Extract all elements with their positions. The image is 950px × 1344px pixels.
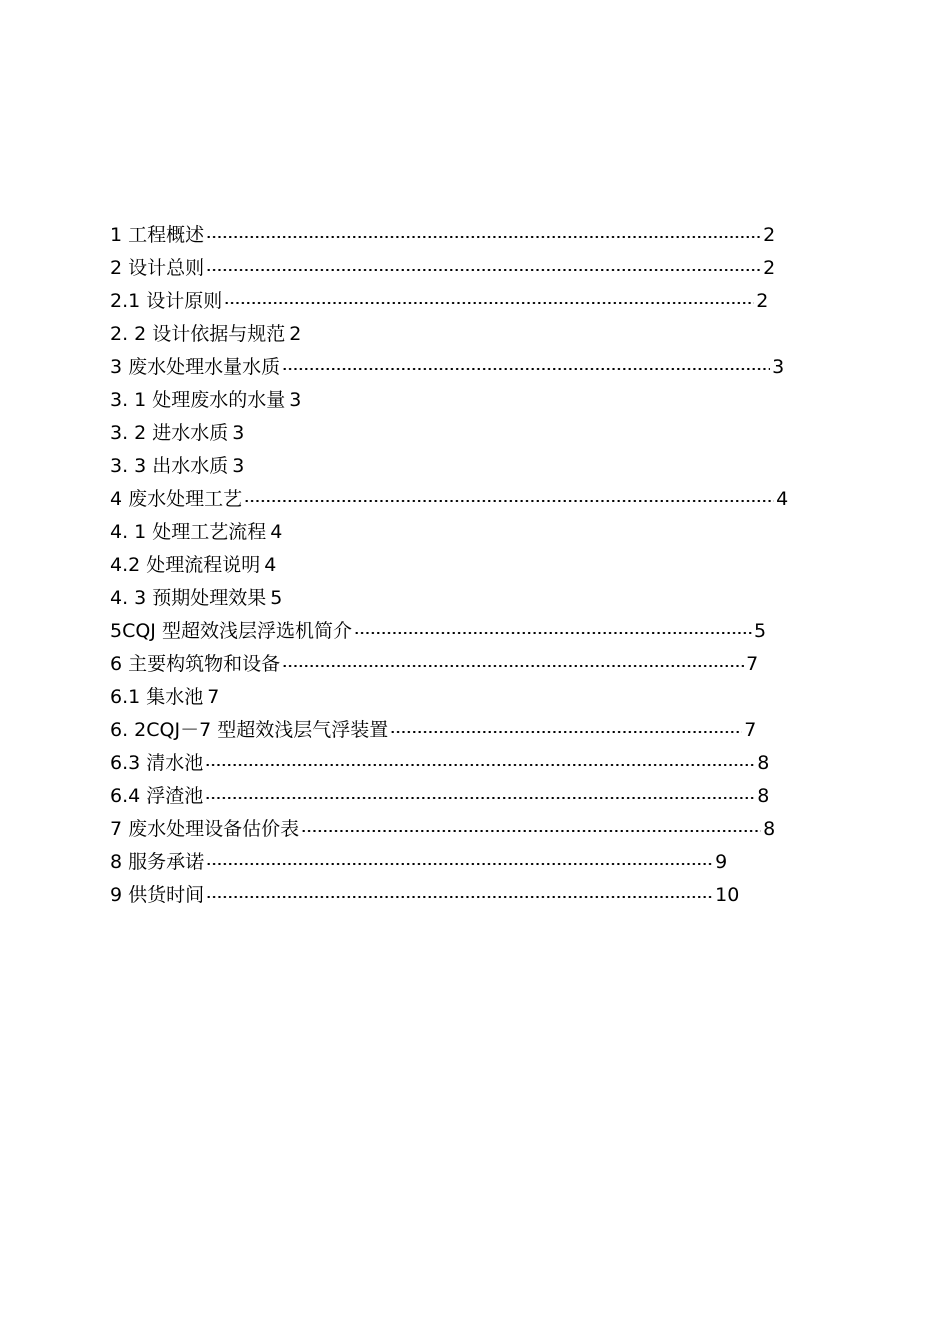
toc-entry-page: 7 — [746, 653, 759, 675]
dot-leader — [390, 731, 742, 733]
toc-entry-page: 3 — [772, 356, 785, 378]
toc-entry-4-2[interactable] — [110, 549, 830, 582]
dot-leader — [244, 500, 774, 502]
toc-entry-title: 6.1 集水池 — [110, 686, 204, 708]
toc-entry-title: 2.1 设计原则 — [110, 290, 223, 312]
toc-entry-title: 6.3 清水池 — [110, 752, 204, 774]
toc-entry-page: 2 — [756, 290, 769, 312]
toc-entry-page: 2 — [763, 257, 776, 279]
toc-entry-4-3[interactable] — [110, 582, 830, 615]
toc-entry-4-1[interactable] — [110, 516, 830, 549]
toc-entry-page: 2 — [763, 224, 776, 246]
dot-leader — [282, 665, 744, 667]
toc-entry-3[interactable] — [110, 351, 830, 384]
toc-entry-1[interactable] — [110, 219, 830, 252]
toc-entry-title: 2 设计总则 — [110, 257, 205, 279]
toc-entry-title: 3. 2 进水水质 — [110, 422, 229, 444]
toc-entry-6-3[interactable] — [110, 747, 830, 780]
toc-entry-title: 6. 2CQJ－7 型超效浅层气浮装置 — [110, 719, 389, 741]
toc-entry-page: 9 — [715, 851, 728, 873]
toc-entry-3-1[interactable] — [110, 384, 830, 417]
toc-entry-title: 3. 3 出水水质 — [110, 455, 229, 477]
toc-entry-7[interactable] — [110, 813, 830, 846]
toc-entry-page: 7 — [744, 719, 757, 741]
dot-leader — [206, 269, 761, 271]
toc-entry-page: 8 — [757, 752, 770, 774]
toc-entry-2-1[interactable] — [110, 285, 830, 318]
toc-entry-title: 5CQJ 型超效浅层浮选机简介 — [110, 620, 352, 642]
toc-entry-title: 1 工程概述 — [110, 224, 205, 246]
dot-leader — [205, 764, 755, 766]
toc-entry-title: 6.4 浮渣池 — [110, 785, 204, 807]
toc-entry-5[interactable] — [110, 615, 830, 648]
toc-entry-title: 9 供货时间 — [110, 884, 205, 906]
dot-leader — [301, 830, 761, 832]
toc-entry-3-2[interactable] — [110, 417, 830, 450]
toc-entry-title: 4. 3 预期处理效果 — [110, 587, 267, 609]
toc-entry-6-4[interactable] — [110, 780, 830, 813]
toc-entry-title: 4.2 处理流程说明 — [110, 554, 261, 576]
dot-leader — [224, 302, 754, 304]
toc-entry-page: 3 — [232, 422, 245, 444]
toc-entry-title: 4. 1 处理工艺流程 — [110, 521, 267, 543]
toc-entry-title: 3. 1 处理废水的水量 — [110, 389, 286, 411]
toc-entry-2-2[interactable] — [110, 318, 830, 351]
dot-leader — [206, 896, 713, 898]
table-of-contents — [110, 219, 830, 912]
toc-entry-page: 8 — [757, 785, 770, 807]
toc-entry-title: 8 服务承诺 — [110, 851, 205, 873]
dot-leader — [354, 632, 752, 634]
toc-entry-page: 3 — [289, 389, 302, 411]
toc-entry-title: 4 废水处理工艺 — [110, 488, 243, 510]
dot-leader — [206, 863, 713, 865]
toc-entry-6[interactable] — [110, 648, 830, 681]
toc-entry-page: 4 — [264, 554, 277, 576]
toc-entry-4[interactable] — [110, 483, 830, 516]
toc-entry-8[interactable] — [110, 846, 830, 879]
toc-entry-page: 7 — [207, 686, 220, 708]
toc-entry-9[interactable] — [110, 879, 830, 912]
toc-entry-6-1[interactable] — [110, 681, 830, 714]
toc-entry-page: 8 — [763, 818, 776, 840]
toc-entry-6-2[interactable] — [110, 714, 830, 747]
toc-entry-title: 2. 2 设计依据与规范 — [110, 323, 286, 345]
toc-entry-page: 2 — [289, 323, 302, 345]
dot-leader — [205, 797, 755, 799]
toc-entry-page: 4 — [270, 521, 283, 543]
toc-entry-3-3[interactable] — [110, 450, 830, 483]
dot-leader — [206, 236, 761, 238]
toc-entry-page: 4 — [776, 488, 789, 510]
toc-entry-page: 3 — [232, 455, 245, 477]
toc-entry-page: 5 — [270, 587, 283, 609]
toc-entry-page: 5 — [753, 620, 767, 642]
toc-entry-2[interactable] — [110, 252, 830, 285]
toc-entry-title: 3 废水处理水量水质 — [110, 356, 281, 378]
dot-leader — [282, 368, 770, 370]
toc-entry-page: 10 — [715, 884, 740, 906]
toc-entry-title: 7 废水处理设备估价表 — [110, 818, 300, 840]
toc-entry-title: 6 主要构筑物和设备 — [110, 653, 281, 675]
